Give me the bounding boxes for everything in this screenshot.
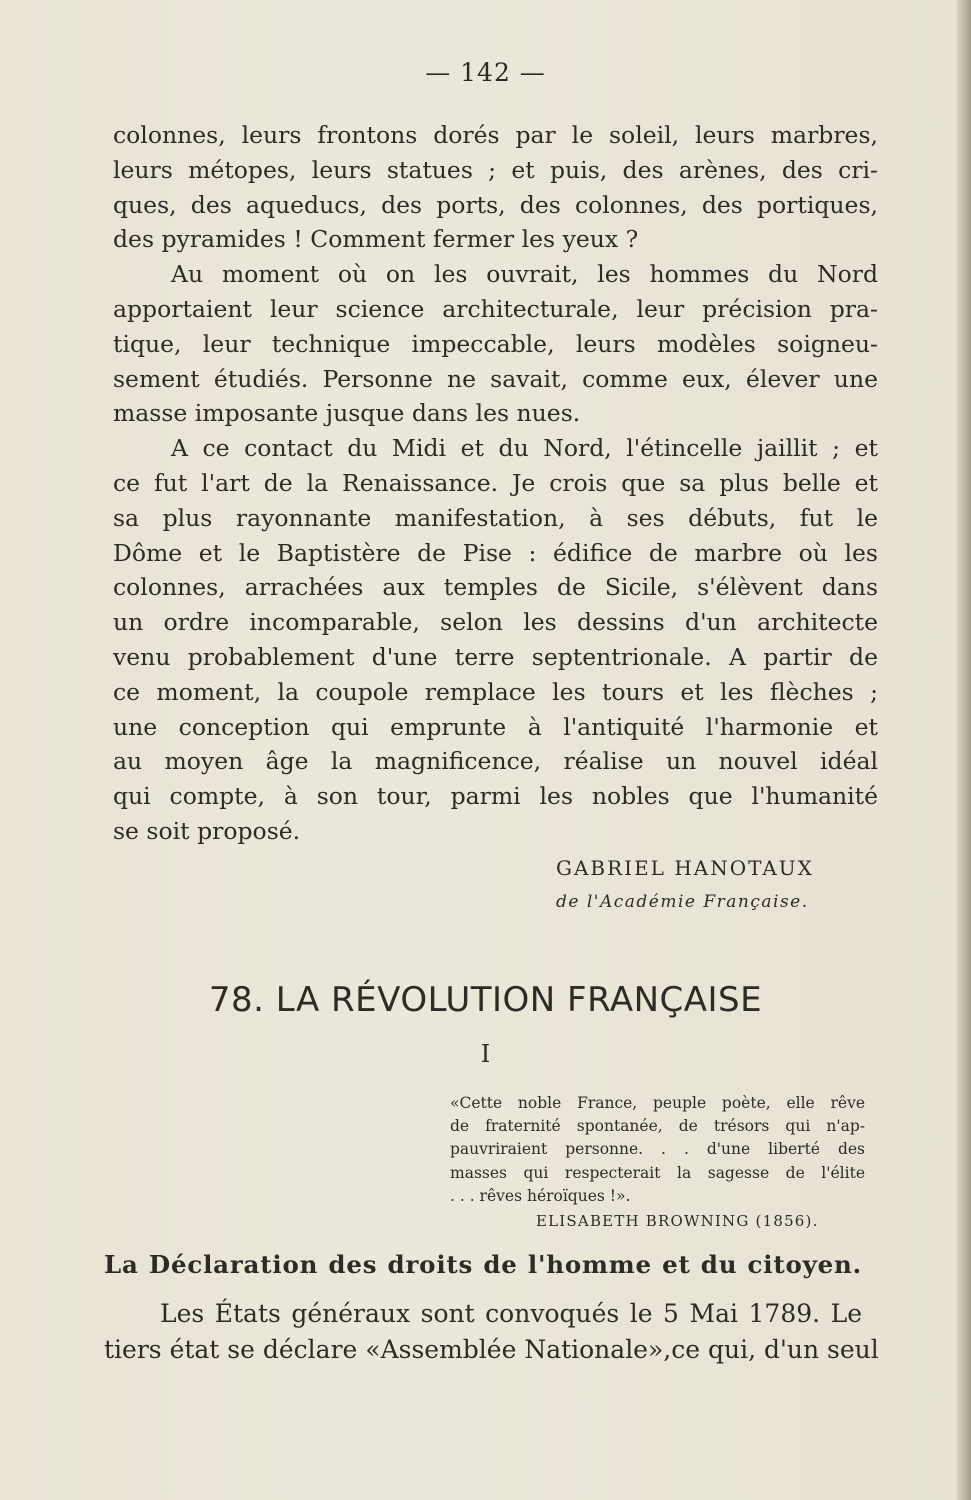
- epigraph-author: ELISABETH BROWNING (1856).: [536, 1212, 819, 1230]
- epigraph-line: pauvriraient personne. . . d'une liberté des: [450, 1140, 865, 1159]
- text-line: ce moment, la coupole remplace les tours et les flèches ;: [113, 677, 878, 706]
- text-line: leurs métopes, leurs statues ; et puis, des arènes, des cri-: [113, 155, 878, 184]
- section-text: [104, 1296, 879, 1368]
- text-line: ce fut l'art de la Renaissance. Je crois que sa plus belle et: [113, 468, 878, 497]
- text-line: sement étudiés. Personne ne savait, comme eux, élever une: [113, 364, 878, 393]
- text-line: tique, leur technique impeccable, leurs modèles soigneu-: [113, 329, 878, 358]
- text-line: A ce contact du Midi et du Nord, l'étincelle jaillit ; et: [171, 434, 878, 463]
- text-line: ques, des aqueducs, des ports, des colonnes, des portiques,: [113, 190, 878, 219]
- page-number: — 142 —: [425, 58, 546, 87]
- text-line: sa plus rayonnante manifestation, à ses débuts, fut le: [113, 503, 878, 532]
- epigraph-line: de fraternité spontanée, de trésors qui n'ap-: [450, 1117, 865, 1136]
- text-line: qui compte, à son tour, parmi les nobles que l'humanité: [113, 782, 878, 811]
- chapter-part-number: I: [480, 1040, 491, 1068]
- epigraph: [450, 1092, 865, 1208]
- text-line: tiers état se déclare «Assemblée Nationale»,ce qui, d'un seul: [104, 1335, 879, 1364]
- epigraph-line: . . . rêves héroïques !».: [450, 1186, 631, 1205]
- paragraph: [113, 118, 878, 257]
- text-line: venu probablement d'une terre septentrionale. A partir de: [113, 642, 878, 671]
- text-line: des pyramides ! Comment fermer les yeux ?: [113, 225, 639, 254]
- text-line: colonnes, arrachées aux temples de Sicile, s'élèvent dans: [113, 573, 878, 602]
- paragraph: [104, 1296, 879, 1368]
- epigraph-line: «Cette noble France, peuple poète, elle rêve: [450, 1094, 865, 1112]
- text-line: une conception qui emprunte à l'antiquité l'harmonie et: [113, 712, 878, 741]
- text-line: Dôme et le Baptistère de Pise : édifice de marbre où les: [113, 538, 878, 567]
- continuation-text: [113, 118, 878, 849]
- signature-name: GABRIEL HANOTAUX: [556, 856, 814, 880]
- text-line: colonnes, leurs frontons dorés par le soleil, leurs marbres,: [113, 121, 878, 149]
- chapter-title: 78. LA RÉVOLUTION FRANÇAISE: [208, 980, 763, 1020]
- page-edge: [957, 0, 971, 1500]
- paragraph: [113, 257, 878, 431]
- section-heading: La Déclaration des droits de l'homme et du citoyen.: [104, 1250, 862, 1279]
- text-line: masse imposante jusque dans les nues.: [113, 399, 581, 428]
- text-line: au moyen âge la magnificence, réalise un nouvel idéal: [113, 747, 878, 776]
- epigraph-line: masses qui respecterait la sagesse de l'élite: [450, 1163, 865, 1182]
- text-line: un ordre incomparable, selon les dessins d'un architecte: [113, 608, 878, 637]
- signature-role: de l'Académie Française.: [556, 892, 809, 912]
- paragraph: [113, 431, 878, 849]
- text-line: se soit proposé.: [113, 816, 301, 845]
- text-line: apportaient leur science architecturale, leur précision pra-: [113, 294, 878, 323]
- text-line: Les États généraux sont convoqués le 5 Mai 1789. Le: [160, 1299, 862, 1328]
- text-line: Au moment où on les ouvrait, les hommes du Nord: [171, 260, 878, 289]
